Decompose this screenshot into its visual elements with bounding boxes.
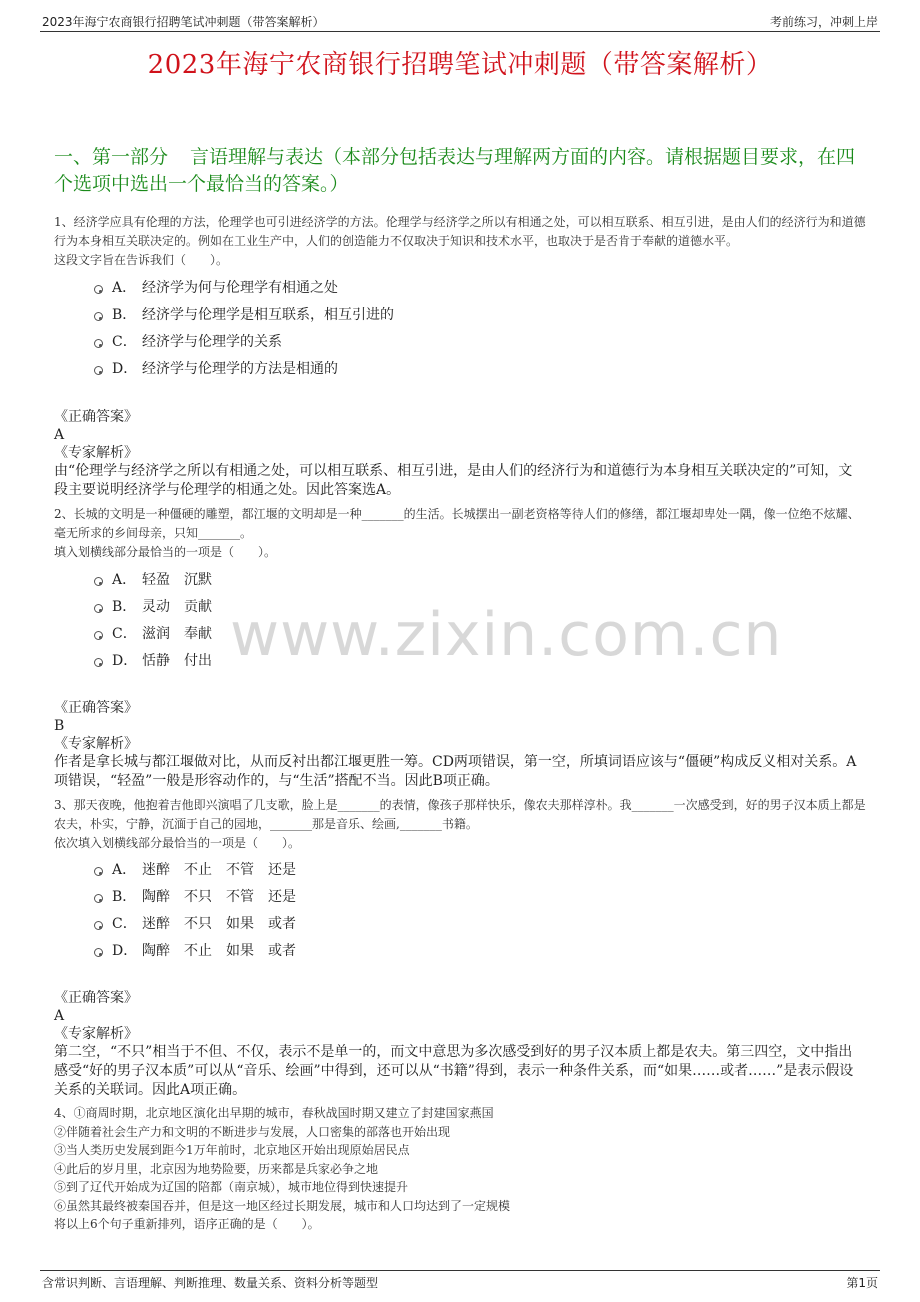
answer-label: 《正确答案》 (54, 700, 138, 716)
option-a[interactable] (54, 567, 866, 594)
sentence-2: ②伴随着社会生产力和文明的不断进步与发展，人口密集的部落也开始出现 (54, 1124, 451, 1139)
option-text: 经济学与伦理学的关系 (142, 334, 282, 350)
question-stem: 3、那天夜晚，他抱着吉他即兴演唱了几支歌，脸上是_______的表情，像孩子那样快乐，像农夫那样淳朴。我_______一次感受到，好的男子汉本质上都是农夫，朴实，宁静，沉湎于自己的园地，_______那是音乐、绘画,_______书籍。 (54, 798, 866, 831)
question-1 (54, 213, 866, 500)
explanation-label: 《专家解析》 (54, 445, 138, 461)
sentence-6: ⑥虽然其最终被秦国吞并，但是这一地区经过长期发展，城市和人口均达到了一定规模 (54, 1198, 511, 1213)
radio-icon[interactable] (94, 604, 103, 613)
radio-icon[interactable] (94, 312, 103, 321)
radio-icon[interactable] (94, 894, 103, 903)
answer-value: A (54, 1008, 65, 1024)
radio-icon[interactable] (94, 285, 103, 294)
option-d[interactable] (54, 938, 866, 965)
option-letter: A． (112, 280, 137, 296)
radio-icon[interactable] (94, 577, 103, 586)
option-letter: B． (112, 889, 137, 905)
question-3 (54, 796, 866, 1100)
radio-icon[interactable] (94, 921, 103, 930)
section-heading (54, 144, 864, 198)
explanation-label: 《专家解析》 (54, 1026, 138, 1042)
option-text: 灵动 贡献 (142, 599, 212, 615)
answer-value: A (54, 427, 65, 443)
option-b[interactable] (54, 302, 866, 329)
option-d[interactable] (54, 648, 866, 675)
page-header (40, 11, 880, 32)
question-prompt: 依次填入划横线部分最恰当的一项是（ ）。 (54, 836, 301, 850)
answer-value: B (54, 718, 65, 734)
option-text: 轻盈 沉默 (142, 572, 212, 588)
option-text: 恬静 付出 (142, 653, 212, 669)
option-c[interactable] (54, 329, 866, 356)
sentence-1: 4、①商周时期，北京地区演化出早期的城市，春秋战国时期又建立了封建国家燕国 (54, 1106, 494, 1120)
option-text: 迷醉 不只 如果 或者 (142, 916, 296, 932)
option-c[interactable] (54, 911, 866, 938)
option-c[interactable] (54, 621, 866, 648)
option-letter: D． (112, 653, 138, 669)
option-b[interactable] (54, 884, 866, 911)
question-prompt: 填入划横线部分最恰当的一项是（ ）。 (54, 545, 277, 559)
watermark: www.zixin.com.cn (230, 600, 783, 670)
section-description: 言语理解与表达（本部分包括表达与理解两方面的内容。请根据题目要求，在四个选项中选出一个最恰当的答案。） (54, 146, 856, 195)
radio-icon[interactable] (94, 631, 103, 640)
radio-icon[interactable] (94, 366, 103, 375)
page-footer (40, 1270, 880, 1293)
option-letter: C． (112, 626, 137, 642)
page-number: 第1页 (846, 1276, 878, 1290)
radio-icon[interactable] (94, 867, 103, 876)
option-letter: C． (112, 334, 137, 350)
option-text: 经济学与伦理学的方法是相通的 (142, 361, 338, 377)
option-letter: A． (112, 862, 137, 878)
option-letter: A． (112, 572, 137, 588)
header-doc-title: 2023年海宁农商银行招聘笔试冲刺题（带答案解析） (42, 15, 325, 29)
option-d[interactable] (54, 356, 866, 383)
option-letter: B． (112, 599, 137, 615)
option-text: 陶醉 不止 如果 或者 (142, 943, 296, 959)
footer-topics: 含常识判断、言语理解、判断推理、数量关系、资料分析等题型 (42, 1276, 379, 1290)
option-text: 滋润 奉献 (142, 626, 212, 642)
answer-label: 《正确答案》 (54, 409, 138, 425)
section-part: 一、第一部分 (54, 146, 169, 168)
answer-label: 《正确答案》 (54, 990, 138, 1006)
question-prompt: 将以上6个句子重新排列，语序正确的是（ ）。 (54, 1217, 320, 1231)
sentence-5: ⑤到了辽代开始成为辽国的陪都（南京城），城市地位得到快速提升 (54, 1180, 409, 1194)
option-letter: D． (112, 361, 138, 377)
explanation-text: 第二空，“不只”相当于不但、不仅，表示不是单一的，而文中意思为多次感受到好的男子汉本质上都是农夫。第三四空，文中指出感受“好的男子汉本质”可以从“音乐、绘画”中得到，还可以从“书籍”得到，表示一种条件关系，而“如果……或者……”是表示假设关系的关联词。因此A项正确。 (54, 1044, 854, 1098)
option-text: 陶醉 不只 不管 还是 (142, 889, 296, 905)
option-text: 经济学为何与伦理学有相通之处 (142, 280, 338, 296)
document-title: 2023年海宁农商银行招聘笔试冲刺题（带答案解析） (147, 50, 773, 80)
option-b[interactable] (54, 594, 866, 621)
option-letter: D． (112, 943, 138, 959)
radio-icon[interactable] (94, 948, 103, 957)
option-a[interactable] (54, 857, 866, 884)
question-prompt: 这段文字旨在告诉我们（ ）。 (54, 253, 229, 267)
explanation-text: 由“伦理学与经济学之所以有相通之处，可以相互联系、相互引进，是由人们的经济行为和道德行为本身相互关联决定的”可知，文段主要说明经济学与伦理学的相通之处。因此答案选A。 (54, 463, 853, 498)
option-text: 迷醉 不止 不管 还是 (142, 862, 296, 878)
explanation-text: 作者是拿长城与都江堰做对比，从而反衬出都江堰更胜一筹。CD两项错误，第一空，所填词语应该与“僵硬”构成反义相对关系。A项错误，“轻盈”一般是形容动作的，与“生活”搭配不当。因此B项正确。 (54, 754, 857, 789)
option-text: 经济学与伦理学是相互联系，相互引进的 (142, 307, 394, 323)
option-letter: B． (112, 307, 137, 323)
radio-icon[interactable] (94, 658, 103, 667)
sentence-4: ④此后的岁月里，北京因为地势险要，历来都是兵家必争之地 (54, 1161, 379, 1176)
question-4 (54, 1104, 866, 1234)
option-letter: C． (112, 916, 137, 932)
question-stem: 1、经济学应具有伦理的方法，伦理学也可引进经济学的方法。伦理学与经济学之所以有相通之处，可以相互联系、相互引进，是由人们的经济行为和道德行为本身相互关联决定的。例如在工业生产中，人们的创造能力不仅取决于知识和技术水平，也取决于是否肯于奉献的道德水平。 (54, 215, 866, 248)
option-a[interactable] (54, 275, 866, 302)
sentence-3: ③当人类历史发展到距今1万年前时，北京地区开始出现原始居民点 (54, 1143, 410, 1157)
explanation-label: 《专家解析》 (54, 736, 138, 752)
question-2 (54, 505, 866, 791)
question-stem: 2、长城的文明是一种僵硬的雕塑，都江堰的文明却是一种_______的生活。长城摆出一副老资格等待人们的修缮，都江堰却卑处一隅，像一位绝不炫耀、毫无所求的乡间母亲，只知_______。 (54, 507, 860, 540)
header-slogan: 考前练习，冲刺上岸 (769, 15, 878, 29)
radio-icon[interactable] (94, 339, 103, 348)
